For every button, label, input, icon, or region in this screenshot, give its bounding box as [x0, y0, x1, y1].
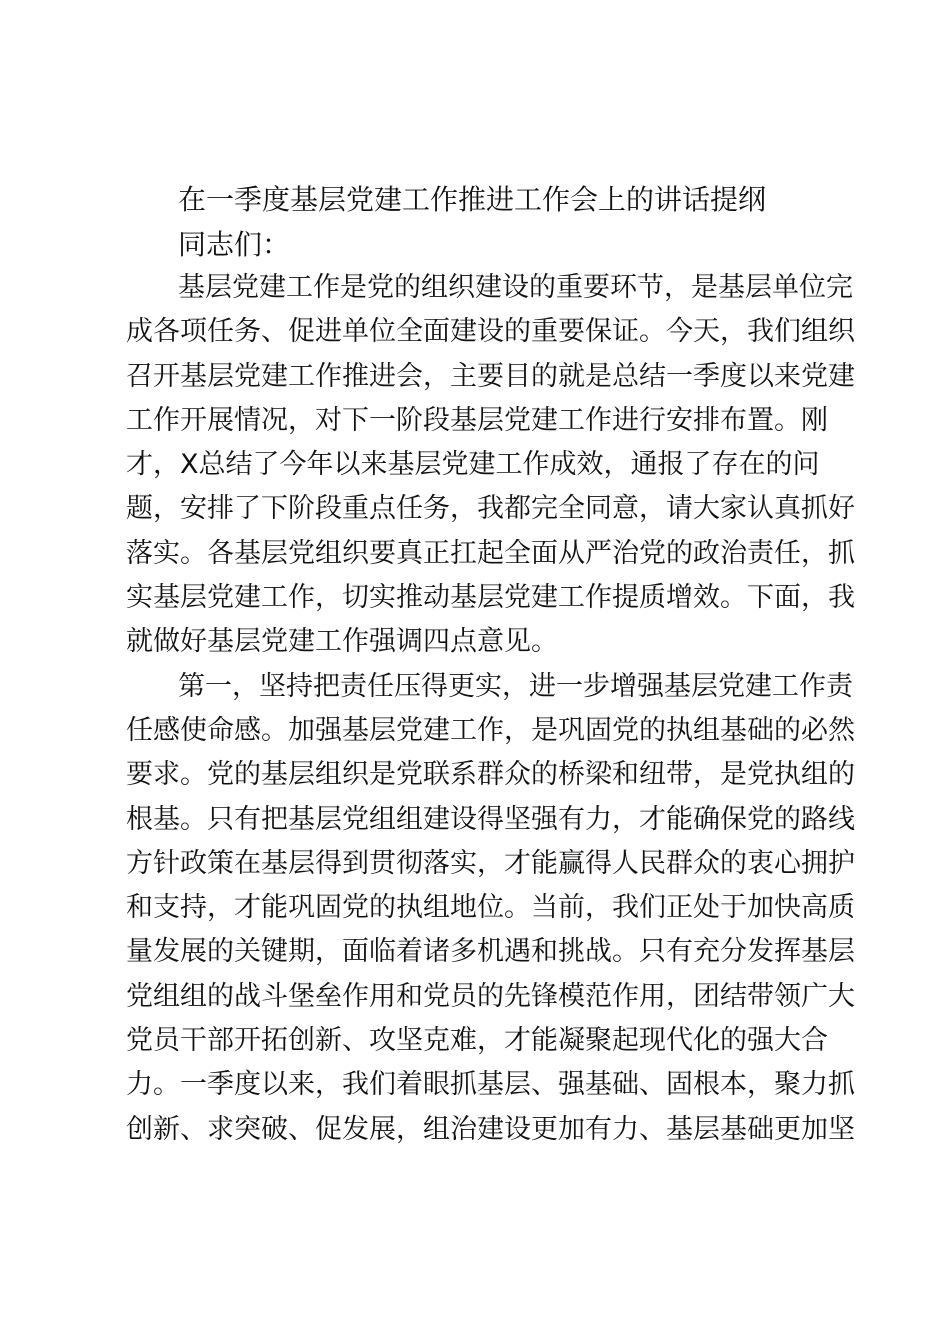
text-line: 召开基层党建工作推进会，主要目的就是总结一季度以来党建 [126, 360, 855, 392]
text-line: 基层党建工作是党的组织建设的重要环节，是基层单位完 [178, 272, 853, 303]
text-line: 创新、求突破、促发展，组治建设更加有力、基层基础更加坚 [126, 1113, 855, 1145]
salutation: 同志们： [178, 228, 291, 261]
text-line: 和支持，才能巩固党的执组地位。当前，我们正处于加快高质 [126, 892, 855, 924]
text-line: 力。一季度以来，我们着眼抓基层、强基础、固根本，聚力抓 [126, 1069, 855, 1101]
text-line: 任感使命感。加强基层党建工作，是巩固党的执组基础的必然 [126, 714, 855, 746]
document-title: 在一季度基层党建工作推进工作会上的讲话提纲 [178, 183, 767, 216]
text-line: 就做好基层党建工作强调四点意见。 [126, 626, 558, 658]
text-line: 第一，坚持把责任压得更实，进一步增强基层党建工作责 [178, 670, 853, 702]
text-line: 落实。各基层党组织要真正扛起全面从严治党的政治责任，抓 [126, 537, 855, 569]
document-body [126, 266, 855, 1152]
text-line: 根基。只有把基层党组组建设得坚强有力，才能确保党的路线 [126, 803, 855, 835]
text-line: 成各项任务、促进单位全面建设的重要保证。今天，我们组织 [126, 316, 855, 348]
text-line: 工作开展情况，对下一阶段基层党建工作进行安排布置。刚 [126, 404, 828, 436]
text-line: 实基层党建工作，切实推动基层党建工作提质增效。下面，我 [126, 582, 855, 614]
text-line: 才，X总结了今年以来基层党建工作成效，通报了存在的问 [126, 449, 820, 481]
text-line: 方针政策在基层得到贯彻落实，才能赢得人民群众的衷心拥护 [126, 847, 855, 879]
text-line: 党组组的战斗堡垒作用和党员的先锋模范作用，团结带领广大 [126, 980, 855, 1012]
text-line: 党员干部开拓创新、攻坚克难，才能凝聚起现代化的强大合 [126, 1025, 828, 1057]
text-line: 要求。党的基层组织是党联系群众的桥梁和纽带，是党执组的 [126, 759, 855, 791]
text-line: 题，安排了下阶段重点任务，我都完全同意，请大家认真抓好 [126, 493, 855, 525]
text-line: 量发展的关键期，面临着诸多机遇和挑战。只有充分发挥基层 [126, 936, 855, 968]
